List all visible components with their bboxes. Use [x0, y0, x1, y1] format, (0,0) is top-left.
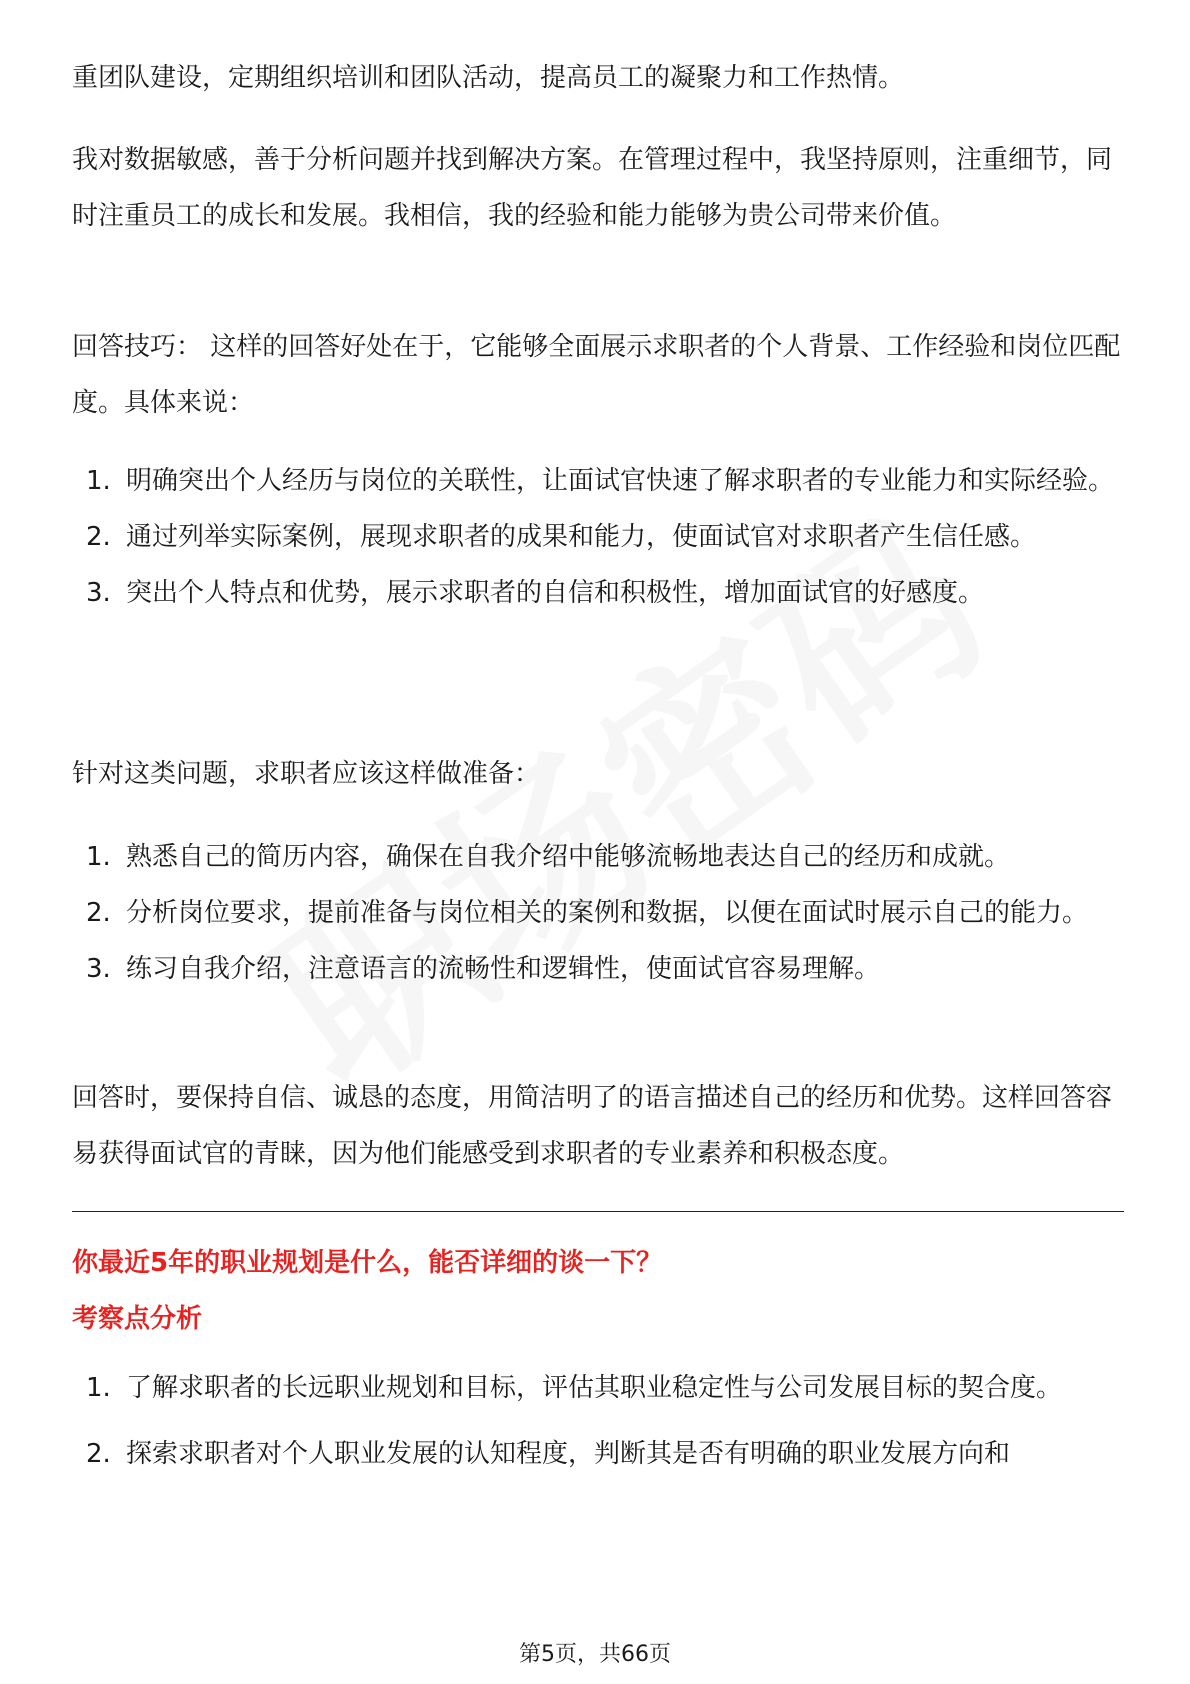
list-item [72, 829, 1122, 885]
list-number: 1. [86, 466, 111, 496]
list-item [72, 1426, 1122, 1482]
list-number: 1. [86, 1373, 111, 1403]
list-number: 2. [86, 522, 111, 552]
list-item [72, 453, 1122, 509]
list-item [72, 885, 1122, 941]
list-item [72, 565, 1122, 621]
list-item-text: 分析岗位要求，提前准备与岗位相关的案例和数据，以便在面试时展示自己的能力。 [126, 898, 1089, 928]
paragraph-answer-tips: 回答技巧： 这样的回答好处在于，它能够全面展示求职者的个人背景、工作经验和岗位匹配度。具体来说： [72, 332, 1121, 418]
preparation-list [72, 829, 1122, 997]
analysis-heading: 考察点分析 [72, 1304, 203, 1334]
list-item-text: 练习自我介绍，注意语言的流畅性和逻辑性，使面试官容易理解。 [126, 954, 881, 984]
list-item-text: 探索求职者对个人职业发展的认知程度，判断其是否有明确的职业发展方向和 [126, 1439, 1011, 1469]
list-number: 3. [86, 954, 111, 984]
list-item-text: 了解求职者的长远职业规划和目标，评估其职业稳定性与公司发展目标的契合度。 [126, 1373, 1063, 1403]
list-number: 2. [86, 1439, 111, 1469]
list-item-text: 熟悉自己的简历内容，确保在自我介绍中能够流畅地表达自己的经历和成就。 [126, 842, 1011, 872]
answer-tips-list [72, 453, 1122, 621]
list-item [72, 1360, 1122, 1416]
paragraph-preparation-intro: 针对这类问题，求职者应该这样做准备： [72, 759, 541, 789]
list-item-text: 突出个人特点和优势，展示求职者的自信和积极性，增加面试官的好感度。 [126, 578, 985, 608]
section-divider [72, 1211, 1124, 1212]
analysis-list [72, 1360, 1122, 1482]
list-item [72, 941, 1122, 997]
list-number: 2. [86, 898, 111, 928]
paragraph-answer-attitude: 回答时，要保持自信、诚恳的态度，用简洁明了的语言描述自己的经历和优势。这样回答容易获得面试官的青睐，因为他们能感受到求职者的专业素养和积极态度。 [72, 1083, 1113, 1169]
paragraph-data-sensitivity: 我对数据敏感，善于分析问题并找到解决方案。在管理过程中，我坚持原则，注重细节，同时注重员工的成长和发展。我相信，我的经验和能力能够为贵公司带来价值。 [72, 145, 1113, 231]
list-item-text: 通过列举实际案例，展现求职者的成果和能力，使面试官对求职者产生信任感。 [126, 522, 1037, 552]
page-footer: 第5页，共66页 [519, 1642, 671, 1667]
list-number: 1. [86, 842, 111, 872]
paragraph-team-building: 重团队建设，定期组织培训和团队活动，提高员工的凝聚力和工作热情。 [72, 63, 905, 93]
list-item-text: 明确突出个人经历与岗位的关联性，让面试官快速了解求职者的专业能力和实际经验。 [126, 466, 1115, 496]
question-title: 你最近5年的职业规划是什么，能否详细的谈一下？ [72, 1248, 663, 1278]
list-number: 3. [86, 578, 111, 608]
list-item [72, 509, 1122, 565]
